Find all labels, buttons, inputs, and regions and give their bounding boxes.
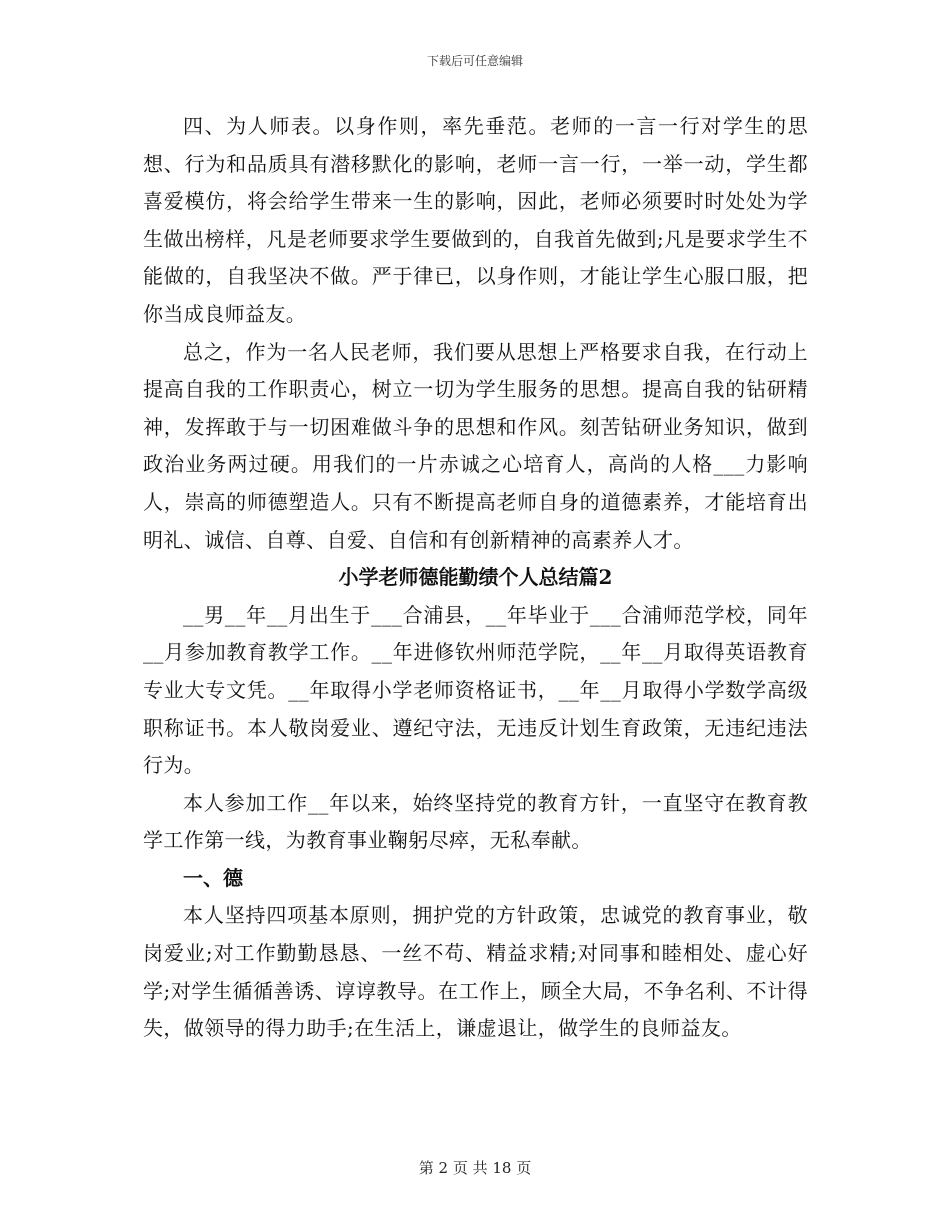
document-body	[143, 108, 808, 1048]
page-header: 下载后可任意编辑	[426, 54, 523, 68]
paragraph-summary: 总之，作为一名人民老师，我们要从思想上严格要求自我，在行动上提高自我的工作职责心，树立一切为学生服务的思想。提高自我的钻研精神，发挥敢于与一切困难做斗争的思想和作风。刻苦钻研业务知识，做到政治业务两过硬。用我们的一片赤诚之心培育人，高尚的人格___力影响人，崇高的师德塑造人。只有不断提高老师自身的道德素养，才能培育出明礼、诚信、自尊、自爱、自信和有创新精神的高素养人才。	[143, 339, 808, 552]
paragraph-personal-info: __男__年__月出生于___合浦县，__年毕业于___合浦师范学校，同年__月参加教育教学工作。__年进修钦州师范学院，__年__月取得英语教育专业大专文凭。__年取得小学老师资格证书，__年__月取得小学数学高级职称证书。本人敬岗爱业、遵纪守法，无违反计划生育政策，无违纪违法行为。	[143, 602, 808, 778]
paragraph-work-years: 本人参加工作__年以来，始终坚持党的教育方针，一直坚守在教育教学工作第一线，为教育事业鞠躬尽瘁，无私奉献。	[143, 790, 808, 853]
paragraph-teacher-example: 四、为人师表。以身作则，率先垂范。老师的一言一行对学生的思想、行为和品质具有潜移默化的影响，老师一言一行，一举一动，学生都喜爱模仿，将会给学生带来一生的影响，因此，老师必须要时时处处为学生做出榜样，凡是老师要求学生要做到的，自我首先做到;凡是要求学生不能做的，自我坚决不做。严于律已，以身作则，才能让学生心服口服，把你当成良师益友。	[143, 114, 808, 326]
page-number-footer: 第 2 页 共 18 页	[418, 1159, 532, 1177]
section-heading: 小学老师德能勤绩个人总结篇2	[338, 565, 613, 590]
subheading-morality: 一、德	[183, 865, 243, 890]
paragraph-morality: 本人坚持四项基本原则，拥护党的方针政策，忠诚党的教育事业，敬岗爱业;对工作勤勤恳恳、一丝不苟、精益求精;对同事和睦相处、虚心好学;对学生循循善诱、谆谆教导。在工作上，顾全大局，不争名利、不计得失，做领导的得力助手;在生活上，谦虚退让，做学生的良师益友。	[143, 903, 808, 1041]
